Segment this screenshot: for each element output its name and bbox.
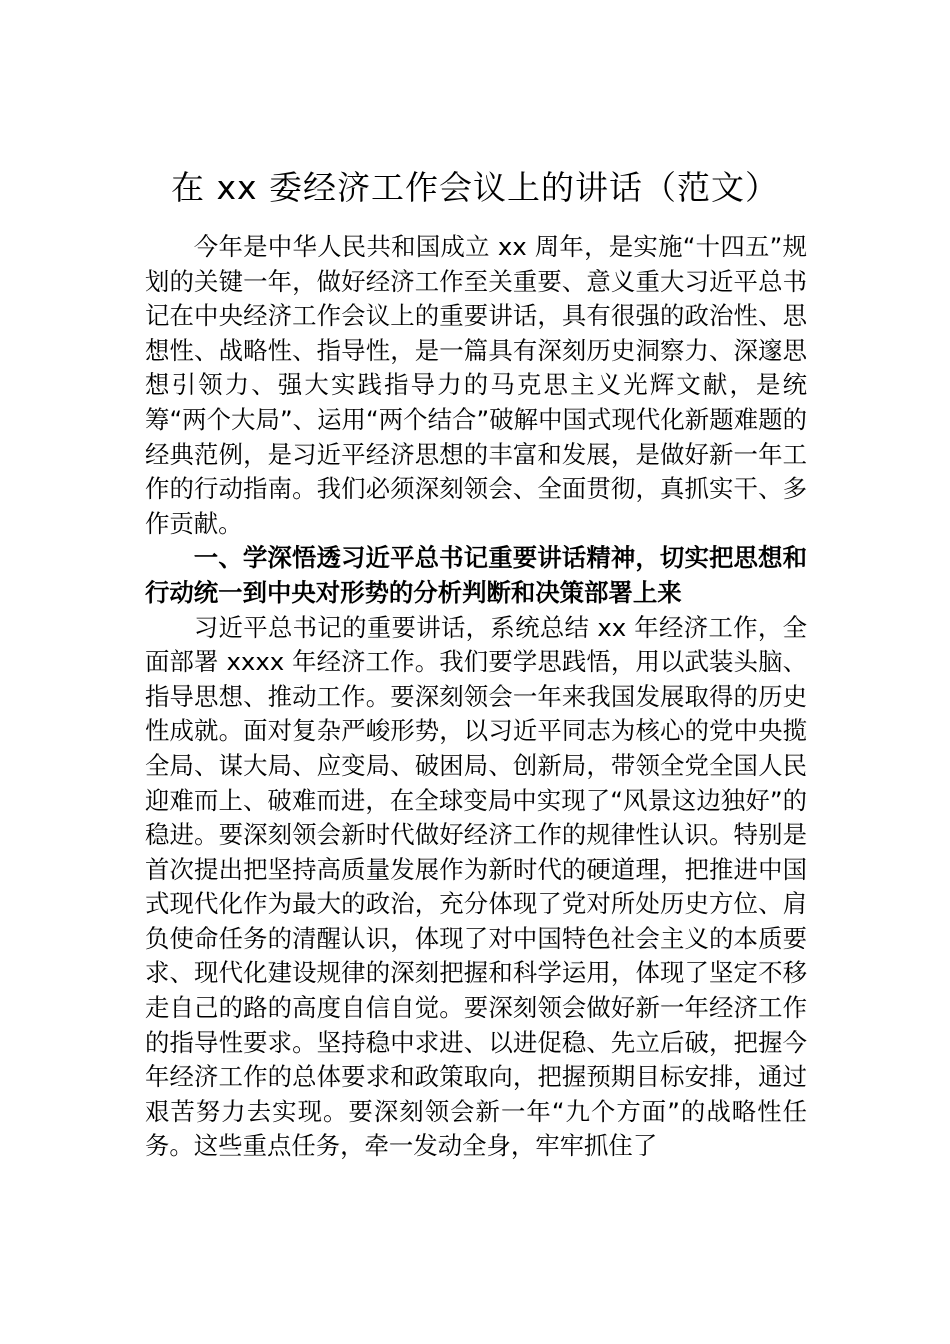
document-body <box>145 230 807 1164</box>
section-heading-1: 一、学深悟透习近平总书记重要讲话精神，切实把思想和行动统一到中央对形势的分析判断和决策部署上来 <box>145 543 807 607</box>
document-title: 在 xx 委经济工作会议上的讲话（范文） <box>170 168 780 207</box>
intro-paragraph: 今年是中华人民共和国成立 xx 周年，是实施“十四五”规划的关键一年，做好经济工作至关重要、意义重大习近平总书记在中央经济工作会议上的重要讲话，具有很强的政治性、思想性、战略性、指导性，是一篇具有深刻历史洞察力、深邃思想引领力、强大实践指导力的马克思主义光辉文献，是统筹“两个大局”、运用“两个结合”破解中国式现代化新题难题的经典范例，是习近平经济思想的丰富和发展，是做好新一年工作的行动指南。我们必须深刻领会、全面贯彻，真抓实干、多作贡献。 <box>145 232 807 538</box>
section-1-paragraph: 习近平总书记的重要讲话，系统总结 xx 年经济工作，全面部署 xxxx 年经济工作。我们要学思践悟，用以武装头脑、指导思想、推动工作。要深刻领会一年来我国发展取得的历史性成就。面对复杂严峻形势，以习近平同志为核心的党中央揽全局、谋大局、应变局、破困局、创新局，带领全党全国人民迎难而上、破难而进，在全球变局中实现了“风景这边独好”的稳进。要深刻领会新时代做好经济工作的规律性认识。特别是首次提出把坚持高质量发展作为新时代的硬道理，把推进中国式现代化作为最大的政治，充分体现了党对所处历史方位、肩负使命任务的清醒认识，体现了对中国特色社会主义的本质要求、现代化建设规律的深刻把握和科学运用，体现了坚定不移走自己的路的高度自信自觉。要深刻领会做好新一年经济工作的指导性要求。坚持稳中求进、以进促稳、先立后破，把握今年经济工作的总体要求和政策取向，把握预期目标安排，通过艰苦努力去实现。要深刻领会新一年“九个方面”的战略性任务。这些重点任务，牵一发动全身，牢牢抓住了 <box>145 612 807 1161</box>
